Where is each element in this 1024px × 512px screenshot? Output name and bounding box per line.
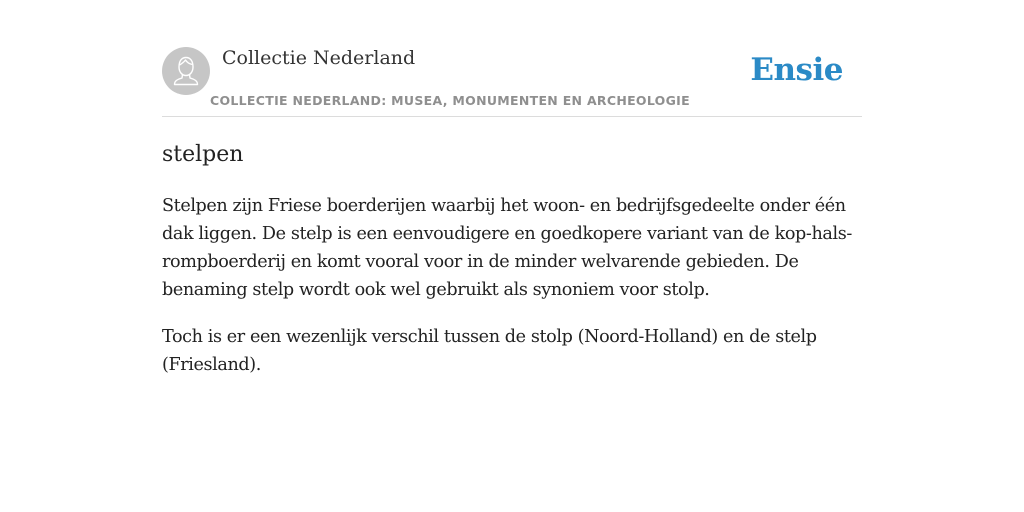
source-label: COLLECTIE NEDERLAND: MUSEA, MONUMENTEN EN ARCHEOLOGIE <box>210 93 690 108</box>
article-paragraph: Stelpen zijn Friese boerderijen waarbij het woon- en bedrijfsgedeelte onder één dak liggen. De stelp is een eenvoudigere en goedkopere variant van de kop-hals-rompboerderij en komt vooral voor in de minder welvarende gebieden. De benaming stelp wordt ook wel gebruikt als synoniem voor stolp. <box>162 196 852 300</box>
article-paragraph: Toch is er een wezenlijk verschil tussen de stolp (Noord-Holland) en de stelp (Friesland). <box>162 327 817 375</box>
brand-logo-link[interactable]: Ensie <box>750 52 843 88</box>
article-body <box>162 192 862 398</box>
article-title: stelpen <box>162 142 244 167</box>
article-header <box>162 46 862 117</box>
user-avatar-icon[interactable] <box>162 47 210 95</box>
author-name-link[interactable]: Collectie Nederland <box>222 47 416 69</box>
